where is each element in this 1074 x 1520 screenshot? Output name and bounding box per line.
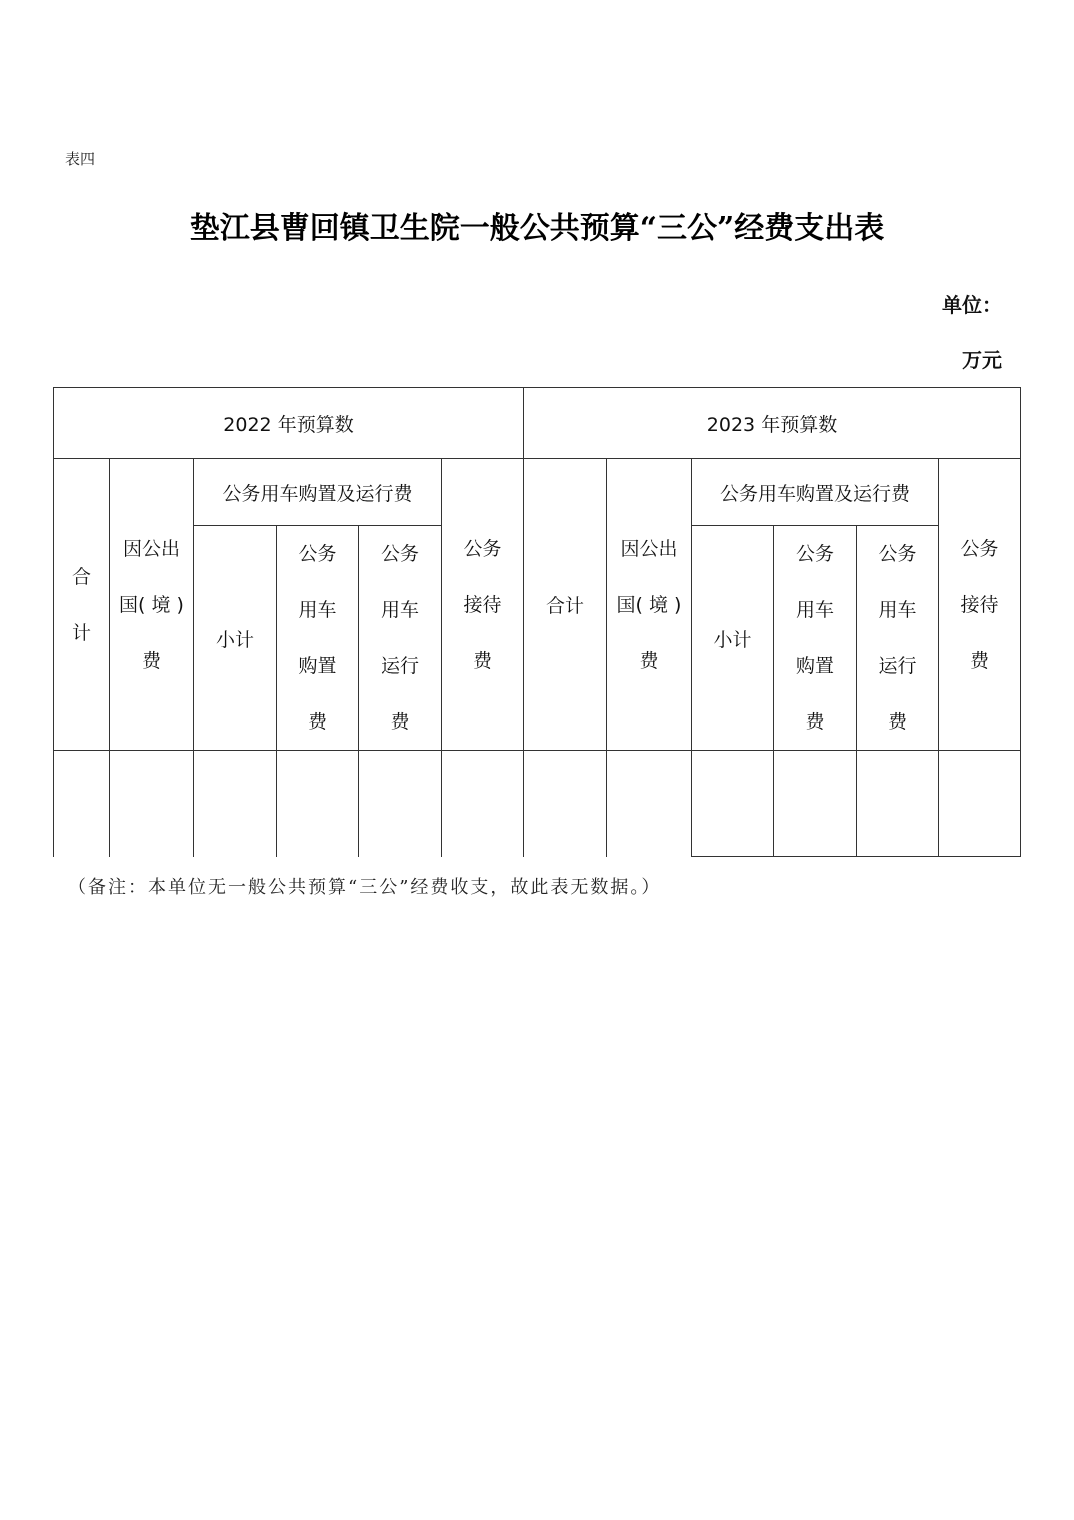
header-2023-abroad-text: 因公出 国( 境 ) 费 (616, 537, 682, 672)
header-2022-reception (442, 459, 523, 750)
footnote: （备注：本单位无一般公共预算“三公”经费收支，故此表无数据。） (68, 877, 662, 898)
header-year-2022 (54, 388, 523, 458)
header-2022-vehicle-purchase-text: 公务 用车 购置 费 (298, 543, 337, 733)
header-year-2023-text: 2023 年预算数 (706, 413, 838, 436)
header-2022-total-text: 合 计 (71, 565, 91, 644)
header-year-2022-text: 2022 年预算数 (223, 413, 354, 436)
header-2023-vehicle-operation (857, 526, 938, 750)
table-label: 表四 (65, 150, 96, 168)
header-2022-subtotal (194, 526, 276, 750)
page-title: 垫江县曹回镇卫生院一般公共预算“三公”经费支出表 (189, 211, 885, 246)
data-cell (54, 751, 109, 856)
header-2023-total-text: 合计 (545, 595, 584, 617)
header-2023-vehicle-group (692, 459, 938, 525)
header-2022-vehicle-purchase (277, 526, 358, 750)
header-2023-subtotal-text: 小计 (713, 628, 752, 651)
header-2023-reception-text: 公务 接待 费 (960, 537, 999, 672)
table-border-right (1020, 387, 1021, 857)
unit-value: 万元 (962, 348, 1002, 372)
header-2023-abroad (607, 459, 691, 750)
unit-label: 单位： (942, 293, 1002, 317)
data-cell (692, 751, 773, 856)
header-2022-reception-text: 公务 接待 费 (463, 537, 502, 672)
data-cell (359, 751, 441, 856)
header-2023-reception (939, 459, 1020, 750)
header-2022-abroad-text: 因公出 国( 境 ) 费 (119, 537, 184, 672)
data-cell (524, 751, 606, 856)
data-cell (607, 751, 691, 856)
header-year-2023 (524, 388, 1020, 458)
data-cell (277, 751, 358, 856)
data-cell (442, 751, 523, 856)
header-2022-vehicle-operation (359, 526, 441, 750)
header-2022-subtotal-text: 小计 (215, 628, 254, 651)
header-2022-abroad (110, 459, 193, 750)
header-2022-vehicle-group-text: 公务用车购置及运行费 (222, 482, 413, 505)
header-2023-vehicle-purchase-text: 公务 用车 购置 费 (795, 543, 834, 733)
data-cell (939, 751, 1020, 856)
header-2022-vehicle-operation-text: 公务 用车 运行 费 (380, 543, 419, 733)
data-cell (857, 751, 938, 856)
data-cell (194, 751, 276, 856)
header-2023-vehicle-operation-text: 公务 用车 运行 费 (878, 543, 917, 733)
data-cell (110, 751, 193, 856)
header-2022-vehicle-group (194, 459, 441, 525)
header-2023-vehicle-group-text: 公务用车购置及运行费 (719, 482, 910, 505)
data-cell (774, 751, 856, 856)
header-2023-subtotal (692, 526, 773, 750)
header-2023-total (524, 459, 606, 750)
header-2022-total (54, 459, 109, 750)
header-2023-vehicle-purchase (774, 526, 856, 750)
